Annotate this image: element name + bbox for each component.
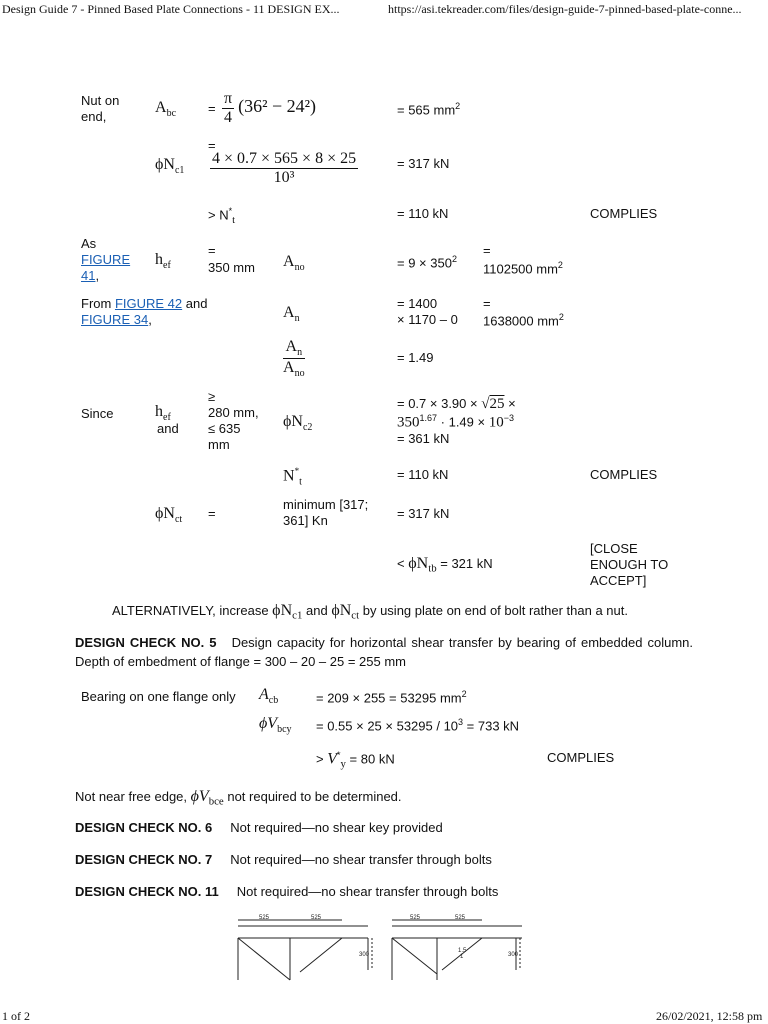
status-complies: COMPLIES bbox=[590, 206, 658, 221]
equals-sign-3: = bbox=[483, 296, 491, 311]
result-733: = $0.55 \times 25 \times 53295 / 10^3 = 733$ kN bbox=[316, 717, 520, 734]
design-check-11: DESIGN CHECK NO. 11 Not required—no shear transfer through bolts bbox=[75, 884, 499, 899]
minimum-label-2: 361] Kn bbox=[283, 513, 328, 528]
free-edge-note: Not near free edge, $\phi V_{bce}$ not required to be determined. bbox=[75, 788, 402, 808]
alternatively-note: ALTERNATIVELY, increase $\phi N_{c1}$ and $\phi N_{ct}$ by using plate on end of bolt rather than a nut. bbox=[112, 602, 628, 622]
equals-sign: = bbox=[208, 138, 216, 153]
base-plate-figure bbox=[232, 912, 532, 982]
symbol-acb: $A_{cb}$ bbox=[259, 686, 279, 707]
print-header-url: https://asi.tekreader.com/files/design-guide-7-pinned-based-plate-conne... bbox=[388, 2, 742, 16]
status-complies-2: COMPLIES bbox=[590, 467, 658, 482]
capacity-fraction: $\frac{4 \times 0.7 \times 565 \times 8 \times 25}{\text{10³}}$ bbox=[212, 150, 357, 186]
label-as: As bbox=[81, 236, 97, 251]
symbol-phinc2: $\phi N_{c2}$ bbox=[283, 413, 313, 434]
result-1102500: 1102500 $mm^2$ bbox=[483, 260, 563, 277]
result-565: = 565 $mm^2$ bbox=[397, 101, 461, 118]
result-110: = 110 kN bbox=[397, 206, 449, 221]
minimum-label-1: minimum [317; bbox=[283, 497, 369, 512]
value-635: ≤ 635 bbox=[208, 421, 241, 436]
print-footer-datetime: 26/02/2021, 12:58 pm bbox=[656, 1009, 763, 1023]
label-nut-on: Nut on bbox=[81, 93, 120, 108]
result-317-2: = 317 kN bbox=[397, 506, 450, 521]
dim-label: 525 bbox=[311, 915, 322, 921]
equals-sign: = bbox=[208, 101, 216, 116]
equals-sign-2: = bbox=[483, 243, 491, 258]
slope-label: 1 bbox=[460, 954, 464, 960]
result-53295: = 209 × 255 = 53295 $mm^2$ bbox=[316, 689, 467, 706]
dim-label: 300 bbox=[508, 952, 519, 958]
equals-sign: = bbox=[208, 243, 216, 258]
ge-sign: ≥ bbox=[208, 389, 216, 404]
design-check-5: DESIGN CHECK NO. 5 Design capacity for horizontal shear transfer by bearing of embedded column. Depth of embedment of flange = 300 – 20 – 25 = 255 mm bbox=[75, 635, 693, 669]
symbol-ano: $A_{no}$ bbox=[283, 253, 305, 274]
equals-sign-4: = bbox=[208, 506, 216, 521]
result-1400: = 1400 bbox=[397, 296, 438, 311]
area-formula: $\frac{\pi}{4}$ (36² − 24²) bbox=[224, 90, 317, 126]
value-350mm: 350 mm bbox=[208, 260, 255, 275]
dim-label: 525 bbox=[410, 915, 421, 921]
status-close-3: ACCEPT] bbox=[590, 573, 647, 588]
print-header-title: Design Guide 7 - Pinned Based Plate Connections - 11 DESIGN EX... bbox=[2, 2, 340, 16]
result-1170: × 1170 – 0 bbox=[397, 312, 458, 327]
label-end: end, bbox=[81, 109, 107, 124]
symbol-hef: $h_{ef}$ bbox=[155, 251, 171, 272]
label-and: and bbox=[157, 421, 179, 436]
result-317: = 317 kN bbox=[397, 156, 450, 171]
symbol-hef-2: $h_{ef}$ bbox=[155, 403, 171, 424]
symbol-an: $A_n$ bbox=[283, 304, 300, 325]
bearing-label: Bearing on one flange only bbox=[81, 689, 236, 704]
result-361: = 361 kN bbox=[397, 431, 450, 446]
compare-nt: > $N^*_t$ bbox=[208, 206, 236, 226]
value-280mm: 280 mm, bbox=[208, 405, 259, 420]
symbol-phivbcy: $\phi V_{bcy}$ bbox=[259, 715, 292, 736]
link-figure-41-num: 41, bbox=[81, 268, 100, 283]
result-1-49: = 1.49 bbox=[397, 350, 434, 365]
design-check-7: DESIGN CHECK NO. 7 Not required—no shear transfer through bolts bbox=[75, 852, 492, 867]
link-figure-41[interactable]: FIGURE bbox=[81, 252, 131, 267]
status-close-1: [CLOSE bbox=[590, 541, 638, 556]
status-close-2: ENOUGH TO bbox=[590, 557, 669, 572]
result-1638000: 1638000 $mm^2$ bbox=[483, 312, 564, 329]
link-figure-41-number[interactable]: 41 bbox=[81, 268, 96, 283]
symbol-abc: $A_{bc}$ bbox=[155, 99, 177, 120]
design-check-6: DESIGN CHECK NO. 6 Not required—no shear key provided bbox=[75, 820, 443, 835]
link-figure-42[interactable]: FIGURE 42 bbox=[114, 296, 183, 311]
dim-label: 300 bbox=[359, 952, 370, 958]
symbol-phinct: $\phi N_{ct}$ bbox=[155, 505, 183, 526]
result-formula-line1: = 0.7 × 3.90 × √25 × bbox=[397, 396, 516, 412]
status-complies-3: COMPLIES bbox=[547, 750, 615, 765]
label-from: From FIGURE 42 and bbox=[81, 296, 208, 311]
dim-label: 525 bbox=[455, 915, 466, 921]
slope-label: 1.5 bbox=[458, 948, 467, 954]
result-9x350: = $9 \times 350^2$ bbox=[397, 254, 457, 271]
link-figure-34[interactable]: FIGURE 34 bbox=[81, 312, 149, 327]
result-formula-line2: $350^{1.67} \cdot 1.49 \times 10^{-3}$ bbox=[397, 413, 514, 431]
value-mm: mm bbox=[208, 437, 230, 452]
compare-vy: > $V^*_y = 80$ kN bbox=[316, 750, 395, 770]
print-footer-page: 1 of 2 bbox=[2, 1009, 30, 1023]
symbol-nt: $N^*_t$ bbox=[283, 466, 302, 488]
label-figure34: FIGURE 34, bbox=[81, 312, 152, 327]
label-since: Since bbox=[81, 406, 114, 421]
result-110-2: = 110 kN bbox=[397, 467, 449, 482]
result-phintb: < $\phi N_{tb} = 321$ kN bbox=[397, 555, 493, 575]
symbol-phinc1: $\phi N_{c1}$ bbox=[155, 156, 185, 177]
dim-label: 525 bbox=[259, 915, 270, 921]
ratio-an-ano: $\frac{A_n}{A_{no}}$ bbox=[283, 338, 305, 380]
